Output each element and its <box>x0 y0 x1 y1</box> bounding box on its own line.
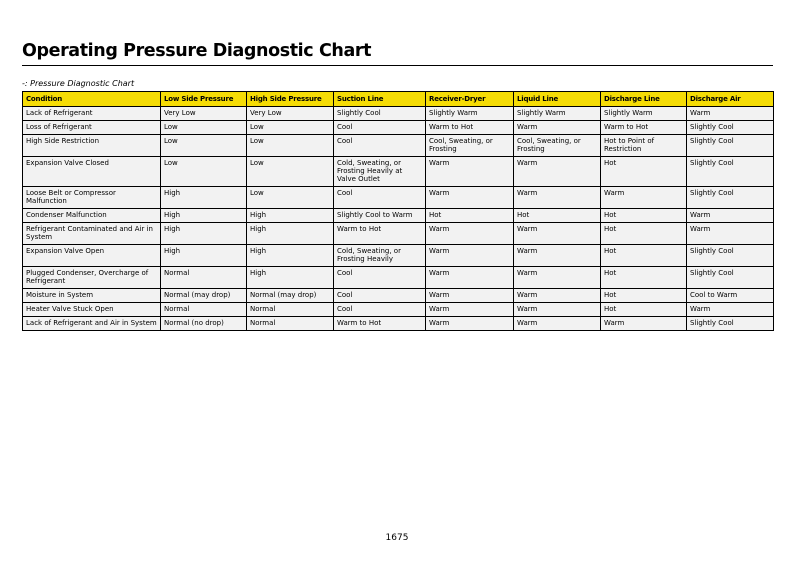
cell-low-side-pressure: Normal <box>161 303 247 317</box>
cell-liquid-line: Warm <box>514 121 601 135</box>
cell-receiver-dryer: Warm <box>426 289 514 303</box>
cell-low-side-pressure: Normal (no drop) <box>161 317 247 331</box>
cell-condition: Loose Belt or Compressor Malfunction <box>23 187 161 209</box>
cell-high-side-pressure: High <box>247 245 334 267</box>
table-row <box>23 107 774 121</box>
column-header-condition: Condition <box>23 92 161 107</box>
column-header-discharge-air: Discharge Air <box>687 92 774 107</box>
cell-condition: Expansion Valve Open <box>23 245 161 267</box>
cell-discharge-air: Warm <box>687 107 774 121</box>
column-header-high-side-pressure: High Side Pressure <box>247 92 334 107</box>
cell-high-side-pressure: Low <box>247 121 334 135</box>
table-row <box>23 267 774 289</box>
cell-low-side-pressure: High <box>161 187 247 209</box>
cell-high-side-pressure: Low <box>247 157 334 187</box>
table-row <box>23 135 774 157</box>
cell-liquid-line: Warm <box>514 289 601 303</box>
table-row <box>23 289 774 303</box>
cell-discharge-line: Hot <box>601 209 687 223</box>
cell-condition: Heater Valve Stuck Open <box>23 303 161 317</box>
table-row <box>23 187 774 209</box>
cell-discharge-air: Slightly Cool <box>687 245 774 267</box>
cell-condition: Expansion Valve Closed <box>23 157 161 187</box>
cell-discharge-line: Hot to Point of Restriction <box>601 135 687 157</box>
cell-high-side-pressure: High <box>247 209 334 223</box>
cell-discharge-air: Slightly Cool <box>687 135 774 157</box>
cell-receiver-dryer: Warm <box>426 245 514 267</box>
cell-condition: Lack of Refrigerant <box>23 107 161 121</box>
cell-discharge-air: Warm <box>687 223 774 245</box>
cell-liquid-line: Slightly Warm <box>514 107 601 121</box>
page-title: Operating Pressure Diagnostic Chart <box>22 41 372 61</box>
cell-high-side-pressure: Normal (may drop) <box>247 289 334 303</box>
table-row <box>23 209 774 223</box>
column-header-liquid-line: Liquid Line <box>514 92 601 107</box>
table-row <box>23 317 774 331</box>
cell-high-side-pressure: Low <box>247 135 334 157</box>
cell-discharge-line: Hot <box>601 157 687 187</box>
cell-low-side-pressure: Very Low <box>161 107 247 121</box>
cell-receiver-dryer: Hot <box>426 209 514 223</box>
cell-low-side-pressure: Normal <box>161 267 247 289</box>
pressure-diagnostic-table <box>22 91 774 331</box>
cell-receiver-dryer: Slightly Warm <box>426 107 514 121</box>
cell-high-side-pressure: Very Low <box>247 107 334 121</box>
table-row <box>23 121 774 135</box>
cell-high-side-pressure: High <box>247 223 334 245</box>
column-header-suction-line: Suction Line <box>334 92 426 107</box>
cell-receiver-dryer: Warm <box>426 267 514 289</box>
cell-low-side-pressure: Normal (may drop) <box>161 289 247 303</box>
cell-suction-line: Cool <box>334 135 426 157</box>
cell-suction-line: Warm to Hot <box>334 317 426 331</box>
cell-discharge-air: Slightly Cool <box>687 267 774 289</box>
cell-receiver-dryer: Warm <box>426 303 514 317</box>
cell-receiver-dryer: Warm <box>426 317 514 331</box>
cell-low-side-pressure: High <box>161 209 247 223</box>
cell-low-side-pressure: High <box>161 223 247 245</box>
cell-high-side-pressure: High <box>247 267 334 289</box>
table-caption: -: Pressure Diagnostic Chart <box>22 79 135 88</box>
cell-discharge-line: Slightly Warm <box>601 107 687 121</box>
cell-suction-line: Cold, Sweating, or Frosting Heavily <box>334 245 426 267</box>
cell-low-side-pressure: Low <box>161 121 247 135</box>
table-row <box>23 223 774 245</box>
column-header-receiver-dryer: Receiver-Dryer <box>426 92 514 107</box>
cell-discharge-line: Warm <box>601 187 687 209</box>
cell-condition: Moisture in System <box>23 289 161 303</box>
cell-receiver-dryer: Warm to Hot <box>426 121 514 135</box>
cell-receiver-dryer: Warm <box>426 157 514 187</box>
cell-receiver-dryer: Warm <box>426 187 514 209</box>
table-row <box>23 303 774 317</box>
column-header-discharge-line: Discharge Line <box>601 92 687 107</box>
cell-suction-line: Slightly Cool to Warm <box>334 209 426 223</box>
cell-suction-line: Cool <box>334 289 426 303</box>
cell-suction-line: Cool <box>334 187 426 209</box>
cell-liquid-line: Hot <box>514 209 601 223</box>
cell-liquid-line: Warm <box>514 157 601 187</box>
column-header-low-side-pressure: Low Side Pressure <box>161 92 247 107</box>
cell-discharge-air: Warm <box>687 209 774 223</box>
title-divider <box>22 65 773 66</box>
cell-high-side-pressure: Normal <box>247 317 334 331</box>
cell-suction-line: Cool <box>334 303 426 317</box>
cell-discharge-line: Warm <box>601 317 687 331</box>
cell-high-side-pressure: Normal <box>247 303 334 317</box>
cell-suction-line: Slightly Cool <box>334 107 426 121</box>
table-row <box>23 245 774 267</box>
cell-receiver-dryer: Warm <box>426 223 514 245</box>
cell-discharge-air: Slightly Cool <box>687 317 774 331</box>
cell-high-side-pressure: Low <box>247 187 334 209</box>
cell-discharge-line: Hot <box>601 245 687 267</box>
cell-liquid-line: Warm <box>514 267 601 289</box>
cell-discharge-air: Cool to Warm <box>687 289 774 303</box>
cell-suction-line: Cold, Sweating, or Frosting Heavily at Valve Outlet <box>334 157 426 187</box>
cell-condition: Condenser Malfunction <box>23 209 161 223</box>
page-number: 1675 <box>385 533 409 543</box>
cell-condition: Plugged Condenser, Overcharge of Refrigerant <box>23 267 161 289</box>
cell-discharge-line: Hot <box>601 267 687 289</box>
cell-low-side-pressure: Low <box>161 157 247 187</box>
cell-condition: Lack of Refrigerant and Air in System <box>23 317 161 331</box>
cell-discharge-line: Hot <box>601 223 687 245</box>
cell-suction-line: Warm to Hot <box>334 223 426 245</box>
cell-suction-line: Cool <box>334 267 426 289</box>
cell-condition: High Side Restriction <box>23 135 161 157</box>
cell-low-side-pressure: Low <box>161 135 247 157</box>
cell-liquid-line: Cool, Sweating, or Frosting <box>514 135 601 157</box>
cell-discharge-air: Slightly Cool <box>687 157 774 187</box>
cell-discharge-line: Warm to Hot <box>601 121 687 135</box>
cell-low-side-pressure: High <box>161 245 247 267</box>
cell-discharge-air: Slightly Cool <box>687 121 774 135</box>
cell-liquid-line: Warm <box>514 187 601 209</box>
cell-condition: Refrigerant Contaminated and Air in System <box>23 223 161 245</box>
cell-suction-line: Cool <box>334 121 426 135</box>
cell-receiver-dryer: Cool, Sweating, or Frosting <box>426 135 514 157</box>
cell-liquid-line: Warm <box>514 317 601 331</box>
cell-discharge-line: Hot <box>601 303 687 317</box>
table-row <box>23 157 774 187</box>
cell-discharge-air: Warm <box>687 303 774 317</box>
table-header-row <box>23 92 774 107</box>
cell-liquid-line: Warm <box>514 223 601 245</box>
cell-liquid-line: Warm <box>514 303 601 317</box>
cell-discharge-line: Hot <box>601 289 687 303</box>
cell-discharge-air: Slightly Cool <box>687 187 774 209</box>
cell-condition: Loss of Refrigerant <box>23 121 161 135</box>
cell-liquid-line: Warm <box>514 245 601 267</box>
